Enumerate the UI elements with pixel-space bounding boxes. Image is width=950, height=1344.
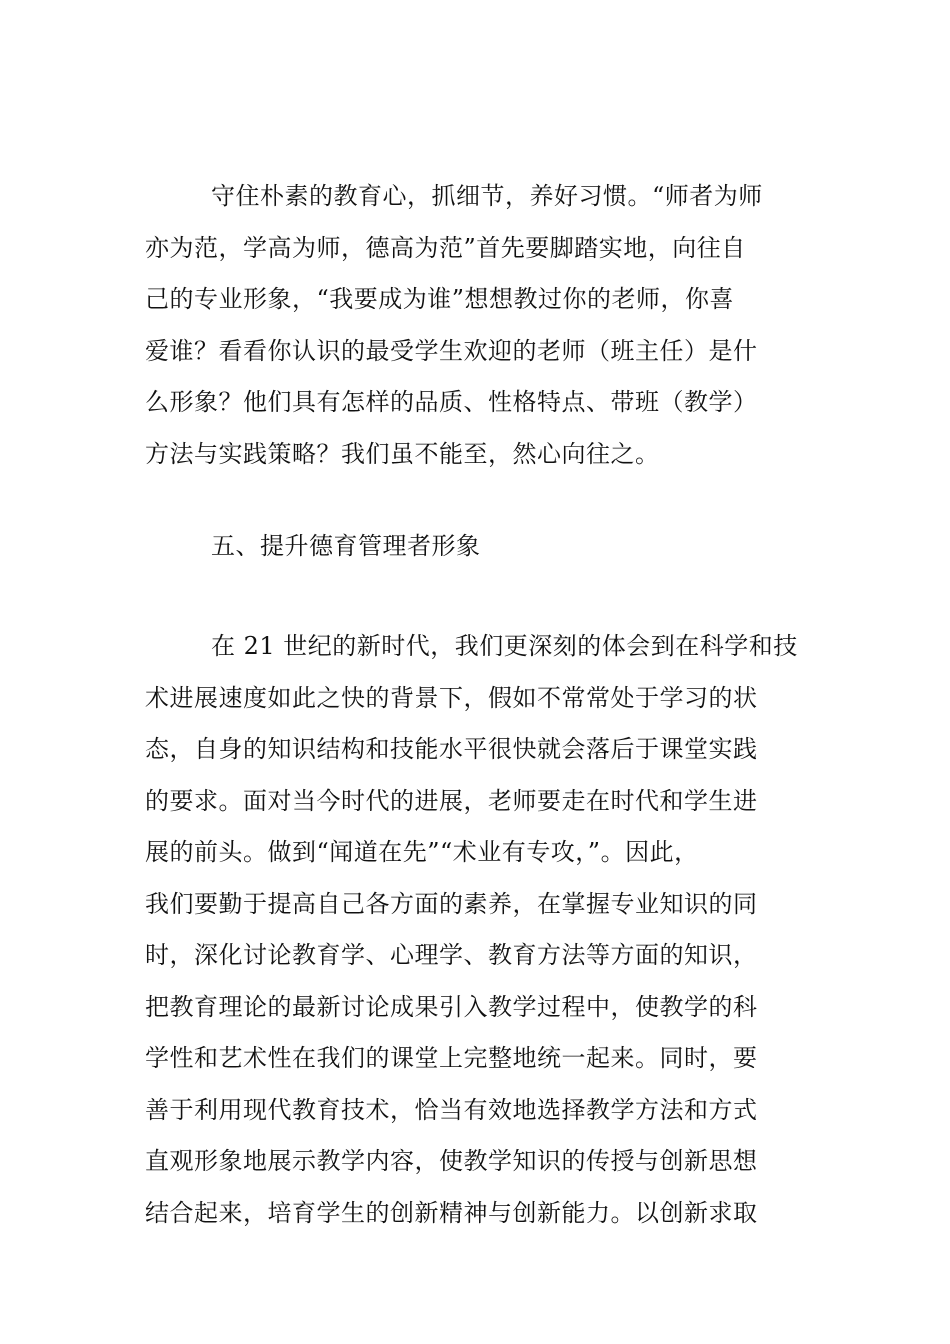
paragraph-line: 在 21 世纪的新时代，我们更深刻的体会到在科学和技: [211, 632, 798, 660]
paragraph-line: 守住朴素的教育心，抓细节，养好习惯。“师者为师: [211, 182, 763, 210]
paragraph-line: 术进展速度如此之快的背景下，假如不常常处于学习的状: [145, 683, 758, 712]
paragraph-line: 方法与实践策略？我们虽不能至，然心向往之。: [145, 439, 660, 468]
paragraph-line: 么形象？他们具有怎样的品质、性格特点、带班（教学）: [145, 388, 758, 416]
paragraph-line: 把教育理论的最新讨论成果引入教学过程中，使教学的科: [145, 992, 758, 1021]
paragraph-line: 展的前头。做到“闻道在先”“术业有专攻，”。因此，: [145, 838, 699, 866]
paragraph-line: 善于利用现代教育技术，恰当有效地选择教学方法和方式: [145, 1095, 758, 1124]
paragraph-line: 直观形象地展示教学内容，使教学知识的传授与创新思想: [145, 1147, 758, 1175]
paragraph-2: [145, 621, 805, 1239]
section-heading: [211, 521, 611, 573]
paragraph-line: 学性和艺术性在我们的课堂上完整地统一起来。同时，要: [145, 1044, 758, 1072]
paragraph-line: 亦为范，学高为师，德高为范”首先要脚踏实地，向往自: [145, 233, 746, 262]
paragraph-line: 的要求。面对当今时代的进展，老师要走在时代和学生进: [145, 786, 758, 815]
paragraph-line: 结合起来，培育学生的创新精神与创新能力。以创新求取: [145, 1198, 758, 1227]
paragraph-1: [145, 171, 805, 480]
paragraph-line: 爱谁？看看你认识的最受学生欢迎的老师（班主任）是什: [145, 336, 758, 365]
paragraph-line: 态，自身的知识结构和技能水平很快就会落后于课堂实践: [145, 735, 758, 763]
paragraph-line: 时，深化讨论教育学、心理学、教育方法等方面的知识，: [145, 941, 758, 969]
paragraph-line: 我们要勤于提高自己各方面的素养，在掌握专业知识的同: [145, 889, 758, 918]
section-heading-text: 五、提升德育管理者形象: [211, 532, 481, 560]
paragraph-line: 己的专业形象，“我要成为谁”想想教过你的老师，你喜: [145, 285, 735, 313]
